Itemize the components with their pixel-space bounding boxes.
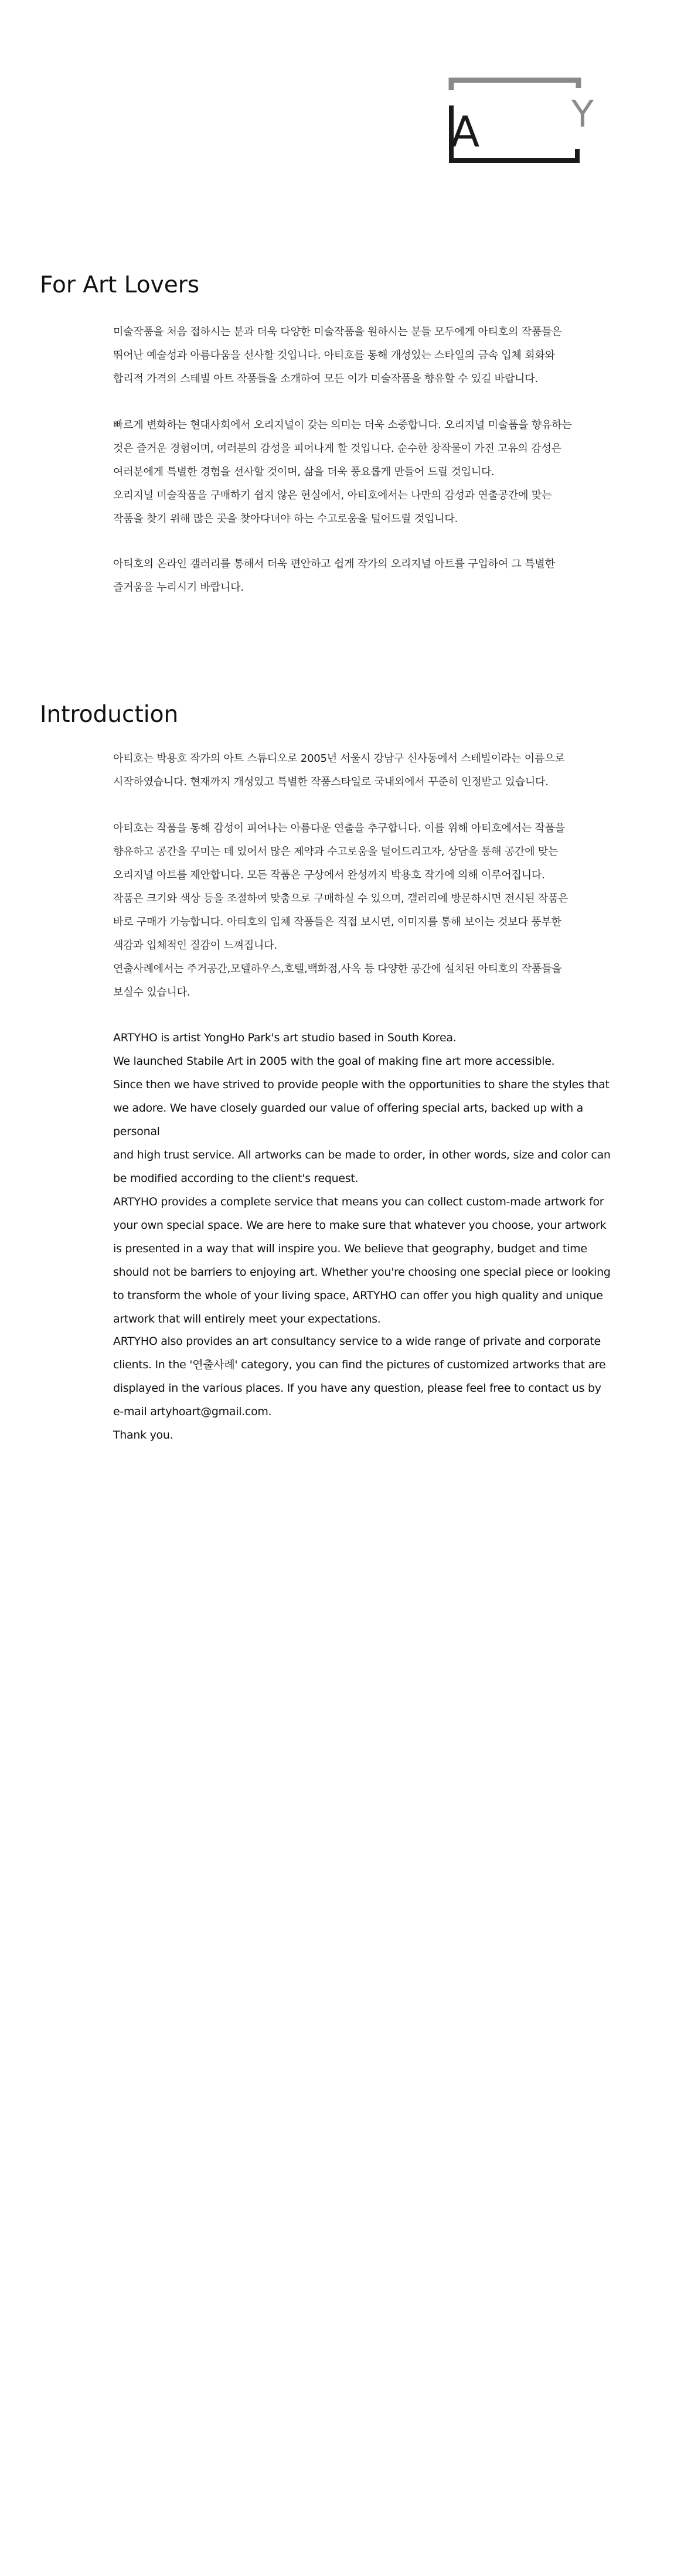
text-line: 작품을 찾기 위해 많은 곳을 찾아다녀야 하는 수고로움을 덜어드릴 것입니다. — [113, 513, 458, 525]
text-line: 미술작품을 처음 접하시는 분과 더욱 다양한 미술작품을 원하시는 분들 모두에게 아티호의 작품들은 — [113, 326, 562, 338]
text-line: 오리지널 미술작품을 구매하기 쉽지 않은 현실에서, 아티호에서는 나만의 감성과 연출공간에 맞는 — [113, 489, 552, 502]
text-line: 보실수 있습니다. — [113, 986, 190, 999]
text-line: 아티호는 박용호 작가의 아트 스튜디오로 2005년 서울시 강남구 신사동에서 스테빌이라는 이름으로 — [113, 752, 565, 765]
text-line: 합리적 가격의 스테빌 아트 작품들을 소개하여 모든 이가 미술작품을 향유할 수 있길 바랍니다. — [113, 373, 538, 385]
text-line: 향유하고 공간을 꾸미는 데 있어서 많은 제약과 수고로움을 덜어드리고자, 상담을 통해 공간에 맞는 — [113, 846, 559, 858]
intro-en-paragraph-1 — [113, 1026, 611, 1331]
text-line: 것은 즐거운 경험이며, 여러분의 감성을 피어나게 할 것입니다. 순수한 창작물이 가진 고유의 감성은 — [113, 442, 561, 455]
text-line: 시작하였습니다. 현재까지 개성있고 특별한 작품스타일로 국내외에서 꾸준히 인정받고 있습니다. — [113, 776, 549, 788]
text-line: 빠르게 변화하는 현대사회에서 오리지널이 갖는 의미는 더욱 소중합니다. 오리지널 미술품을 향유하는 — [113, 419, 572, 431]
text-line: e-mail artyhoart@gmail.com. — [113, 1405, 272, 1418]
text-line: 여러분에게 특별한 경험을 선사할 것이며, 삶을 더욱 풍요롭게 만들어 드릴 것입니다. — [113, 466, 495, 478]
art-lovers-paragraph-2 — [113, 414, 611, 531]
text-line: 오리지널 아트를 제안합니다. 모든 작품은 구상에서 완성까지 박용호 작가에 의해 이루어집니다. — [113, 869, 545, 881]
text-line: to transform the whole of your living space, ARTYHO can offer you high quality and unique — [113, 1289, 603, 1302]
text-line: 아티호는 작품을 통해 감성이 피어나는 아름다운 연출을 추구합니다. 이를 위해 아티호에서는 작품을 — [113, 822, 565, 834]
logo-letter-a: A — [451, 107, 480, 156]
text-line: 색감과 입체적인 질감이 느껴집니다. — [113, 939, 277, 952]
text-line: ARTYHO provides a complete service that means you can collect custom-made artwork for — [113, 1195, 604, 1208]
text-line: artwork that will entirely meet your expectations. — [113, 1313, 381, 1326]
text-line: your own special space. We are here to make sure that whatever you choose, your artwork — [113, 1219, 607, 1232]
art-lovers-paragraph-3 — [113, 553, 611, 599]
text-line: is presented in a way that will inspire you. We believe that geography, budget and time — [113, 1242, 587, 1255]
text-line: 바로 구매가 가능합니다. 아티호의 입체 작품들은 직접 보시면, 이미지를 통해 보이는 것보다 풍부한 — [113, 916, 561, 928]
intro-ko-paragraph-2 — [113, 817, 611, 1004]
text-line: 뛰어난 예술성과 아름다움을 선사할 것입니다. 아티호를 통해 개성있는 스타일의 금속 입체 회화와 — [113, 349, 555, 362]
art-lovers-paragraph-1 — [113, 321, 611, 391]
text-line: 즐거움을 누리시기 바랍니다. — [113, 581, 244, 594]
text-line: and high trust service. All artworks can be made to order, in other words, size and color can — [113, 1149, 611, 1161]
intro-en-paragraph-2 — [113, 1330, 611, 1447]
text-line: displayed in the various places. If you have any question, please feel free to contact us by — [113, 1382, 601, 1395]
text-line: ARTYHO is artist YongHo Park's art studio based in South Korea. — [113, 1031, 457, 1044]
text-line: ARTYHO also provides an art consultancy service to a wide range of private and corporate — [113, 1335, 601, 1348]
text-line: 연출사례에서는 주거공간,모델하우스,호텔,백화점,사옥 등 다양한 공간에 설치된 아티호의 작품들을 — [113, 963, 562, 975]
text-line: Since then we have strived to provide people with the opportunities to share the styles that — [113, 1078, 610, 1091]
text-line: we adore. We have closely guarded our value of offering special arts, backed up with a personal — [113, 1102, 583, 1138]
text-line: clients. In the '연출사례' category, you can find the pictures of customized artworks that are — [113, 1358, 606, 1371]
text-line: 아티호의 온라인 갤러리를 통해서 더욱 편안하고 쉽게 작가의 오리지널 아트를 구입하여 그 특별한 — [113, 558, 555, 570]
text-line: 작품은 크기와 색상 등을 조절하여 맞춤으로 구매하실 수 있으며, 갤러리에 방문하시면 전시된 작품은 — [113, 892, 569, 905]
text-line: Thank you. — [113, 1429, 173, 1442]
text-line: be modified according to the client's request. — [113, 1172, 359, 1185]
introduction-title: Introduction — [40, 701, 179, 728]
text-line: should not be barriers to enjoying art. Whether you're choosing one special piece or looking — [113, 1266, 611, 1279]
text-line: We launched Stabile Art in 2005 with the goal of making fine art more accessible. — [113, 1055, 555, 1068]
for-art-lovers-title: For Art Lovers — [40, 272, 200, 298]
intro-ko-paragraph-1 — [113, 747, 611, 794]
artyho-logo — [448, 77, 601, 164]
logo-letter-y: Y — [571, 93, 594, 135]
